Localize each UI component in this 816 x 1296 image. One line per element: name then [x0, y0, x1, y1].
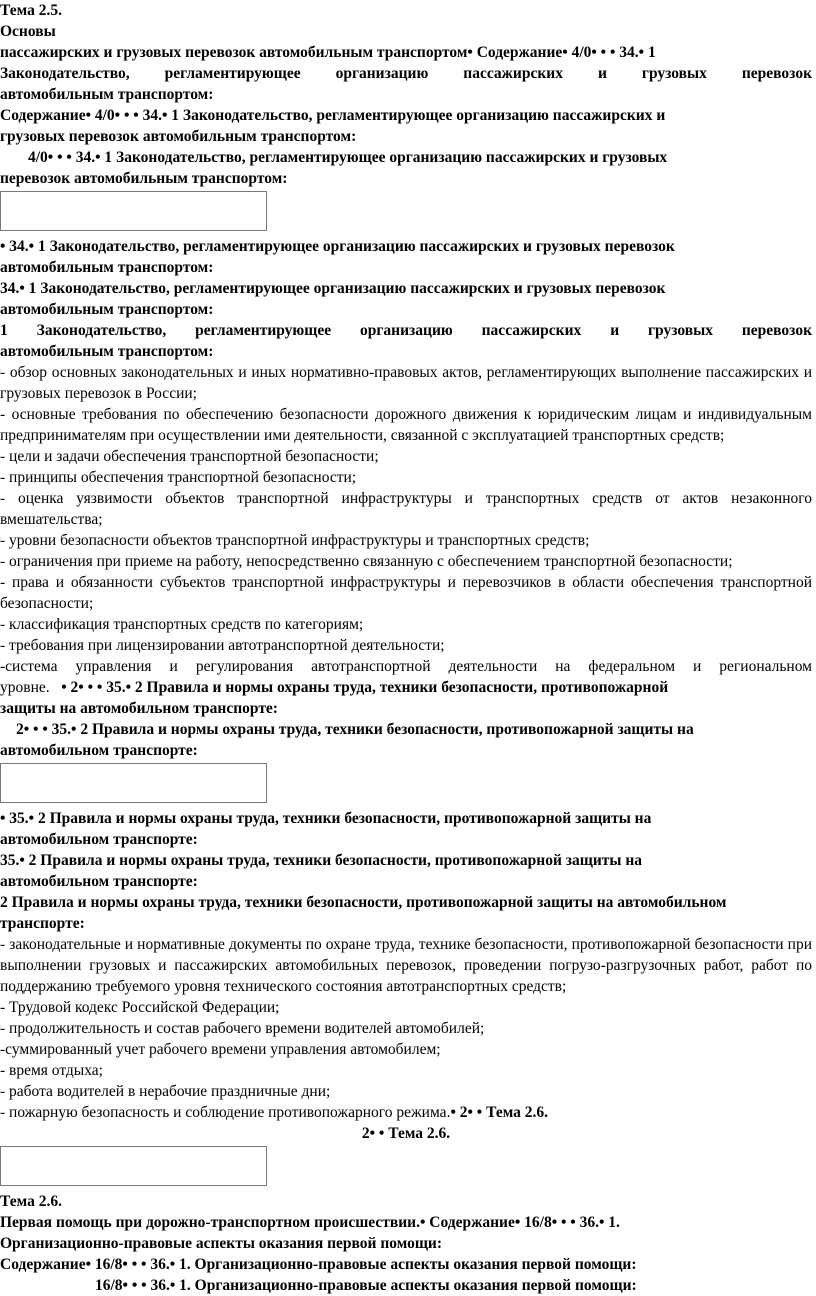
section-heading-cont: транспорте:: [0, 915, 85, 932]
list-item: - права и обязанности субъектов транспортной инфраструктуры и перевозчиков в области обеспечения транспортной безопасности;: [0, 574, 812, 612]
topic-heading: Тема 2.5.: [0, 2, 62, 19]
text-line: Содержание• 4/0• • • 34.• 1 Законодательство, регламентирующее организацию пассажирских и: [0, 107, 666, 124]
text-line: автомобильном транспорте:: [0, 873, 198, 890]
content-list-1: [0, 362, 812, 656]
text-line: автомобильным транспортом:: [0, 301, 214, 318]
list-item: - уровни безопасности объектов транспортной инфраструктуры и транспортных средств;: [0, 532, 590, 549]
text-line: 4/0• • • 34.• 1 Законодательство, регламентирующее организацию пассажирских и грузовых: [28, 149, 668, 166]
list-item: - цели и задачи обеспечения транспортной безопасности;: [0, 448, 379, 465]
text-line: 35.• 2 Правила и нормы охраны труда, техники безопасности, противопожарной защиты на: [0, 852, 643, 869]
list-item: - обзор основных законодательных и иных нормативно-правовых актов, регламентирующих выполнение пассажирских и грузовых перевозок в России;: [0, 364, 812, 402]
text-line: Законодательство, регламентирующее организацию пассажирских и грузовых перевозок: [0, 65, 812, 82]
section-heading: 2 Правила и нормы охраны труда, техники безопасности, противопожарной защиты на автомобильном: [0, 894, 727, 911]
list-item: -суммированный учет рабочего времени управления автомобилем;: [0, 1041, 441, 1058]
text-fragment: • 2• • • 35.• 2 Правила и нормы охраны труда, техники безопасности, противопожарной: [61, 679, 669, 696]
text-line: автомобильным транспортом:: [0, 259, 214, 276]
text-line: Содержание• 16/8• • • 36.• 1. Организационно-правовые аспекты оказания первой помощи:: [0, 1256, 637, 1273]
list-item: -система управления и регулирования автотранспортной деятельности на федеральном и региональном: [0, 658, 812, 675]
text-fragment: • 2• • Тема 2.6.: [450, 1104, 549, 1121]
mixed-line: [0, 677, 812, 698]
text-line: Первая помощь при дорожно-транспортном происшествии.• Содержание• 16/8• • • 36.• 1.: [0, 1214, 620, 1231]
content-list-2: [0, 934, 812, 1102]
list-item: - ограничения при приеме на работу, непосредственно связанную с обеспечением транспортной безопасности;: [0, 553, 733, 570]
text-line: • 34.• 1 Законодательство, регламентирующее организацию пассажирских и грузовых перевозок: [0, 238, 675, 255]
text-line: 2• • Тема 2.6.: [361, 1125, 451, 1142]
text-line: • 35.• 2 Правила и нормы охраны труда, техники безопасности, противопожарной защиты на: [0, 810, 652, 827]
text-line: 16/8• • • 36.• 1. Организационно-правовые аспекты оказания первой помощи:: [95, 1277, 637, 1294]
list-item: - основные требования по обеспечению безопасности дорожного движения к юридическим лицам и индивидуальным предпринимателям при осуществлении ими деятельности, связанной с эксплуатацией транспортных средств;: [0, 406, 812, 444]
empty-frame: [0, 191, 267, 231]
topic-heading: Тема 2.6.: [0, 1193, 62, 1210]
text-line: грузовых перевозок автомобильным транспортом:: [0, 128, 357, 145]
text-line: автомобильном транспорте:: [0, 742, 198, 759]
list-item: - продолжительность и состав рабочего времени водителей автомобилей;: [0, 1020, 485, 1037]
list-item: - законодательные и нормативные документы по охране труда, технике безопасности, противопожарной безопасности при выполнении грузовых и пассажирских автомобильных перевозок, проведении погрузо-разгрузочных работ, работ по поддержанию требуемого уровня технического состояния автотранспортных средств;: [0, 936, 812, 995]
topic-title-line: Основы: [0, 23, 56, 40]
empty-frame: [0, 763, 267, 803]
list-item: - Трудовой кодекс Российской Федерации;: [0, 999, 280, 1016]
text-line: автомобильным транспортом:: [0, 86, 214, 103]
text-line: перевозок автомобильным транспортом:: [0, 170, 288, 187]
text-fragment: уровне.: [0, 679, 50, 696]
list-item: - классификация транспортных средств по категориям;: [0, 616, 364, 633]
list-item: - принципы обеспечения транспортной безопасности;: [0, 469, 357, 486]
text-line: 2• • • 35.• 2 Правила и нормы охраны труда, техники безопасности, противопожарной защиты на: [16, 721, 694, 738]
mixed-line: [0, 1102, 812, 1123]
list-item: - требования при лицензировании автотранспортной деятельности;: [0, 637, 445, 654]
text-line: автомобильном транспорте:: [0, 831, 198, 848]
text-line: защиты на автомобильном транспорте:: [0, 700, 278, 717]
empty-frame: [0, 1146, 267, 1186]
list-item: - работа водителей в нерабочие праздничные дни;: [0, 1083, 331, 1100]
list-item: - оценка уязвимости объектов транспортной инфраструктуры и транспортных средств от актов незаконного вмешательства;: [0, 490, 812, 528]
list-item: - время отдыха;: [0, 1062, 103, 1079]
section-heading-cont: автомобильным транспортом:: [0, 343, 214, 360]
text-line: 34.• 1 Законодательство, регламентирующее организацию пассажирских и грузовых перевозок: [0, 280, 666, 297]
text-line: Организационно-правовые аспекты оказания первой помощи:: [0, 1235, 443, 1252]
section-heading: 1 Законодательство, регламентирующее организацию пассажирских и грузовых перевозок: [0, 322, 812, 339]
text-fragment: - пожарную безопасность и соблюдение противопожарного режима.: [0, 1104, 451, 1121]
text-line: пассажирских и грузовых перевозок автомобильным транспортом• Содержание• 4/0• • • 34.• 1: [0, 44, 656, 61]
